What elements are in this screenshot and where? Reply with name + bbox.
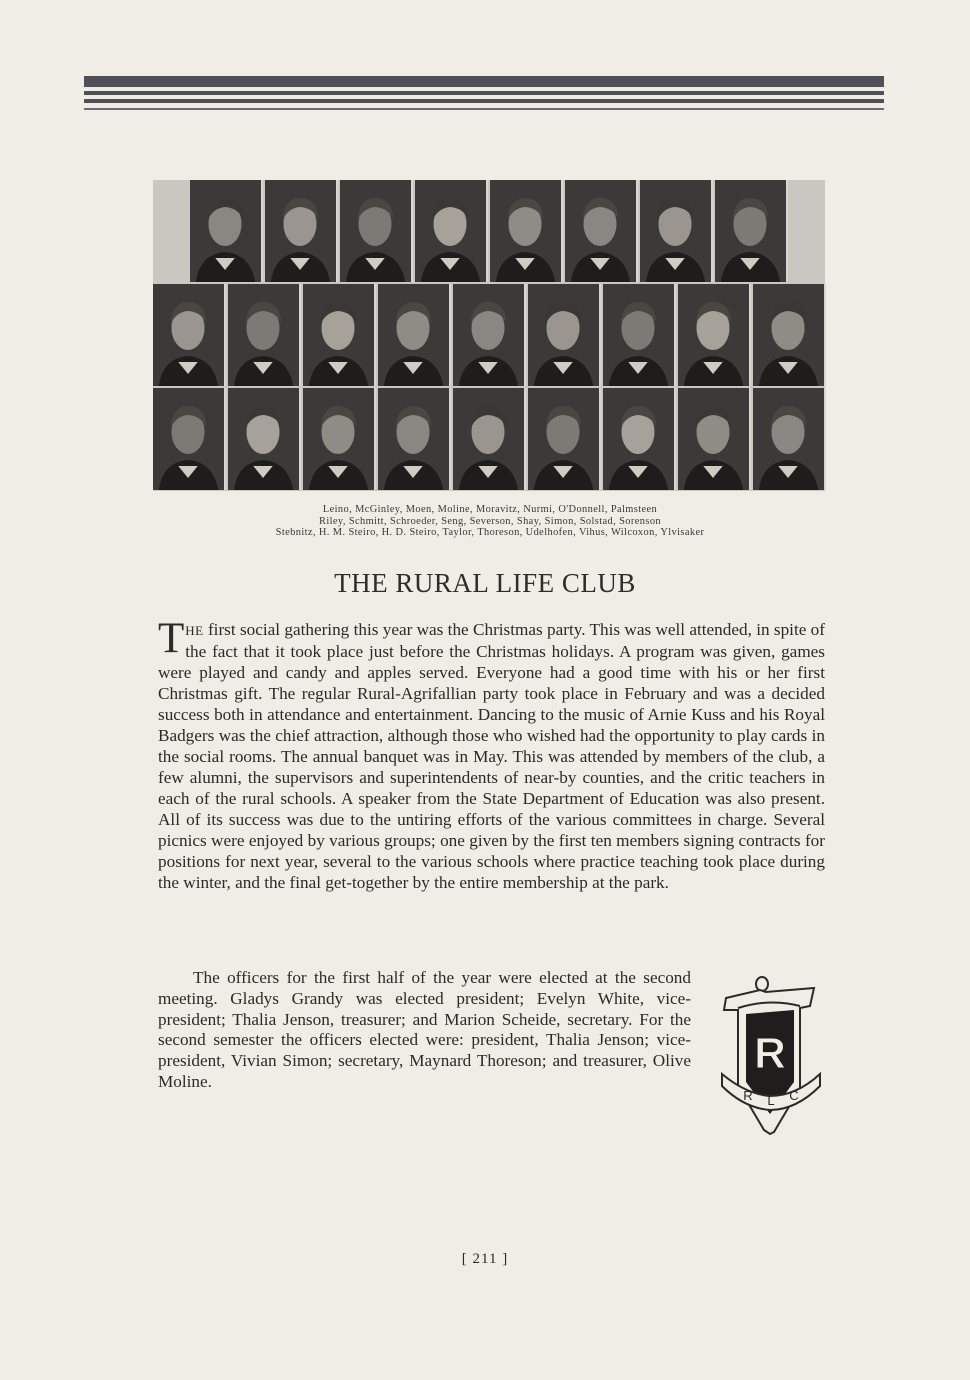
- member-portrait: [490, 180, 563, 282]
- member-portrait: [453, 388, 526, 490]
- member-portrait: [228, 388, 301, 490]
- member-portrait: [303, 284, 376, 386]
- caption-line-3: Stebnitz, H. M. Steiro, H. D. Steiro, Taylor, Thoreson, Udelhofen, Vihus, Wilcoxon, Ylvisaker: [275, 527, 705, 539]
- member-portrait: [153, 284, 226, 386]
- member-portrait: [340, 180, 413, 282]
- photo-caption: [150, 504, 830, 539]
- lead-small-caps: HE: [185, 623, 204, 638]
- member-portrait: [265, 180, 338, 282]
- ribbon-letter-2: L: [767, 1093, 775, 1108]
- page-number: [ 211 ]: [461, 1251, 509, 1267]
- ribbon-letter-1: R: [743, 1088, 753, 1103]
- header-rule-thin: [84, 108, 884, 110]
- member-photo-grid: [153, 180, 825, 491]
- member-portrait: [453, 284, 526, 386]
- member-portrait: [378, 284, 451, 386]
- member-portrait: [228, 284, 301, 386]
- ribbon-letter-3: C: [789, 1088, 799, 1103]
- photo-row-3: [153, 388, 825, 492]
- member-portrait: [303, 388, 376, 490]
- member-portrait: [753, 388, 826, 490]
- club-crest-emblem: [716, 970, 824, 1140]
- drop-cap: T: [158, 615, 185, 662]
- paragraph-1-text: first social gathering this year was the Christmas party. This was well attended, in spite of the fact that it took place just before the Christmas holidays. A program was given, games were played and candy and apples served. Everyone had a good time with his or her first Christmas gift. The regular Rural-Agrifallian party took place in February and was a decided success both in attendance and entertainment. Dancing to the music of Arnie Kuss and his Royal Badgers was the chief attraction, although those who wished had the opportunity to play cards in the social rooms. The annual banquet was in May. This was attended by members of the club, a few alumni, the supervisors and superintendents of near-by counties, and the critic teachers in each of the rural schools. A speaker from the State Department of Education was also present. All of its success was due to the untiring efforts of the various committees in charge. Several picnics were enjoyed by various groups; one given by the first ten members signing contracts for positions for next year, several to the various schools where practice teaching took place during the winter, and the final get-together by the entire membership at the park.: [158, 620, 825, 892]
- member-portrait: [678, 284, 751, 386]
- member-portrait: [528, 284, 601, 386]
- member-portrait: [415, 180, 488, 282]
- body-paragraph-2: The officers for the first half of the year were elected at the second meeting. Gladys Grandy was elected president; Evelyn White, vice-president; Thalia Jenson, treasurer; and Marion Scheide, secretary. For the second semester the officers elected were: president, Thalia Jenson; vice-president, Vivian Simon; secretary, Maynard Thoreson; and treasurer, Olive Moline.: [158, 968, 691, 1091]
- photo-row-1: [153, 180, 825, 284]
- page-title: THE RURAL LIFE CLUB: [334, 568, 636, 598]
- header-rule: [84, 99, 884, 103]
- header-rule-thick: [84, 76, 884, 87]
- member-portrait: [528, 388, 601, 490]
- header-rule: [84, 91, 884, 95]
- caption-line-2: Riley, Schmitt, Schroeder, Seng, Severson, Shay, Simon, Solstad, Sorenson: [318, 515, 662, 527]
- crest-letter: R: [754, 1029, 786, 1078]
- member-portrait: [565, 180, 638, 282]
- member-portrait: [715, 180, 788, 282]
- member-portrait: [753, 284, 826, 386]
- member-portrait: [640, 180, 713, 282]
- member-portrait: [678, 388, 751, 490]
- photo-row-2: [153, 284, 825, 388]
- member-portrait: [153, 388, 226, 490]
- body-paragraph-1: [158, 615, 825, 893]
- member-portrait: [190, 180, 263, 282]
- member-portrait: [603, 284, 676, 386]
- member-portrait: [378, 388, 451, 490]
- caption-line-1: Leino, McGinley, Moen, Moline, Moravitz, Nurmi, O'Donnell, Palmsteen: [322, 504, 658, 515]
- member-portrait: [603, 388, 676, 490]
